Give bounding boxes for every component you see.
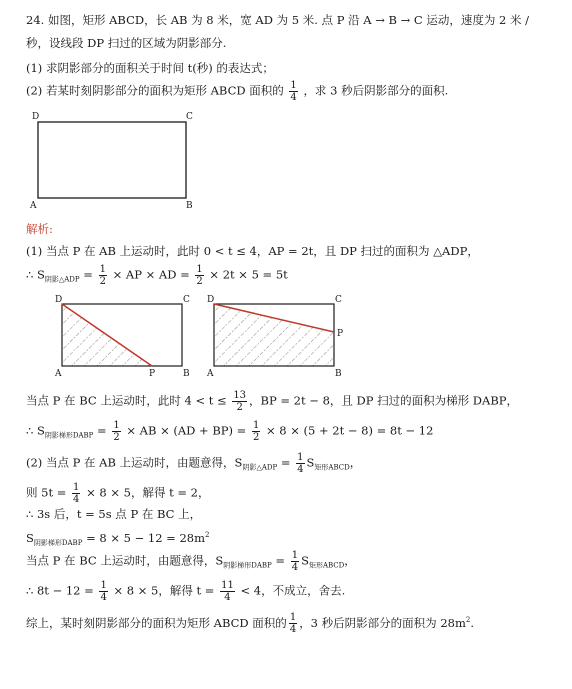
question-2-text-end: ，求 3 秒后阴影部分的面积. [303, 83, 449, 98]
solution-line-1: (1) 当点 P 在 AB 上运动时，此时 0 < t ≤ 4，AP = 2t，且 DP 扫过的面积为 △ADP， [26, 244, 479, 258]
problem-line-1: 24. 如图，矩形 ABCD，长 AB 为 8 米，宽 AD 为 5 米. 点 P 沿 A → B → C 运动，速度为 2 米 / [26, 13, 530, 27]
label-d: D [207, 295, 215, 305]
solution-line-2: ∴ $S_{阴影\triangle ADP}$ = $\frac{1}{2}$ × AP × AD = $\frac{1}{2}$ × 2t × 5 = 5t [26, 264, 288, 287]
fraction-half: $\frac{1}{2}$ [99, 264, 106, 287]
solution-line-3: 当点 P 在 BC 上运动时，此时 4 < t ≤ $\frac{13}{2}$ ，BP = 2t − 8，且 DP 扫过的面积为梯形 DABP， [26, 390, 519, 413]
rectangle-figure [30, 112, 200, 212]
question-2 [26, 80, 448, 103]
fraction-half: $\frac{1}{2}$ [252, 420, 260, 443]
figure-p-on-bc [204, 296, 354, 378]
label-p: P [337, 329, 344, 339]
fraction-thirteen-halves: $\frac{13}{2}$ [233, 390, 247, 413]
label-c: C [186, 112, 193, 122]
label-c: C [335, 295, 342, 305]
solution-line-6: 则 5t = $\frac{1}{4}$ × 8 × 5，解得 t = 2， [26, 482, 210, 505]
question-1: (1) 求阴影部分的面积关于时间 t(秒) 的表达式； [26, 61, 274, 75]
label-a: A [207, 369, 214, 379]
solution-line-5: (2) 当点 P 在 AB 上运动时，由题意得，$S_{阴影\triangle ADP}$ = $\frac{1}{4}$ $S_{矩形ABCD}$， [26, 452, 362, 475]
label-c: C [183, 295, 190, 305]
fraction-half: $\frac{1}{2}$ [113, 420, 120, 443]
label-b: B [335, 369, 342, 379]
label-d: D [32, 112, 40, 122]
fraction-one-quarter: $\frac{1}{4}$ [290, 80, 297, 103]
fraction-one-quarter: $\frac{1}{4}$ [289, 612, 297, 636]
fraction-one-quarter: $\frac{1}{4}$ [73, 482, 80, 505]
fraction-one-quarter: $\frac{1}{4}$ [291, 550, 299, 573]
fraction-one-quarter: $\frac{1}{4}$ [100, 580, 107, 603]
figure-p-on-ab [52, 296, 202, 378]
label-p: P [149, 369, 156, 379]
solution-line-10: ∴ 8t − 12 = $\frac{1}{4}$ × 8 × 5，解得 t = $\frac{11}{4}$ < 4，不成立，舍去. [26, 580, 346, 603]
fraction-one-quarter: $\frac{1}{4}$ [297, 452, 304, 475]
label-a: A [30, 201, 37, 211]
fraction-half: $\frac{1}{2}$ [196, 264, 203, 287]
solution-line-9: 当点 P 在 BC 上运动时，由题意得，$S_{阴影梯形DABP}$ = $\frac{1}{4}$ $S_{矩形ABCD}$， [26, 550, 356, 573]
solution-conclusion: 综上，某时刻阴影部分的面积为矩形 ABCD 面积的 $\frac{1}{4}$ ，3 秒后阴影部分的面积为 $28m^2$. [26, 612, 474, 636]
label-b: B [183, 369, 190, 379]
solution-heading: 解析: [26, 222, 53, 236]
label-d: D [55, 295, 63, 305]
solution-line-8: $S_{阴影梯形DABP} = 8 \times 5 - 12 = 28m^2$ [26, 530, 210, 547]
label-a: A [55, 369, 62, 379]
fraction-eleven-quarters: $\frac{11}{4}$ [221, 580, 234, 603]
problem-line-2: 秒，设线段 DP 扫过的区域为阴影部分. [26, 36, 227, 50]
solution-line-4: ∴ $S_{阴影梯形DABP}$ = $\frac{1}{2}$ × AB × (AD + BP) = $\frac{1}{2}$ × 8 × (5 + 2t − 8) = 8t − 12 [26, 420, 434, 443]
label-b: B [186, 201, 193, 211]
question-2-text: (2) 若某时刻阴影部分的面积为矩形 ABCD 面积的 [26, 83, 284, 98]
solution-line-7: ∴ 3s 后，t = 5s 点 P 在 BC 上， [26, 507, 202, 521]
